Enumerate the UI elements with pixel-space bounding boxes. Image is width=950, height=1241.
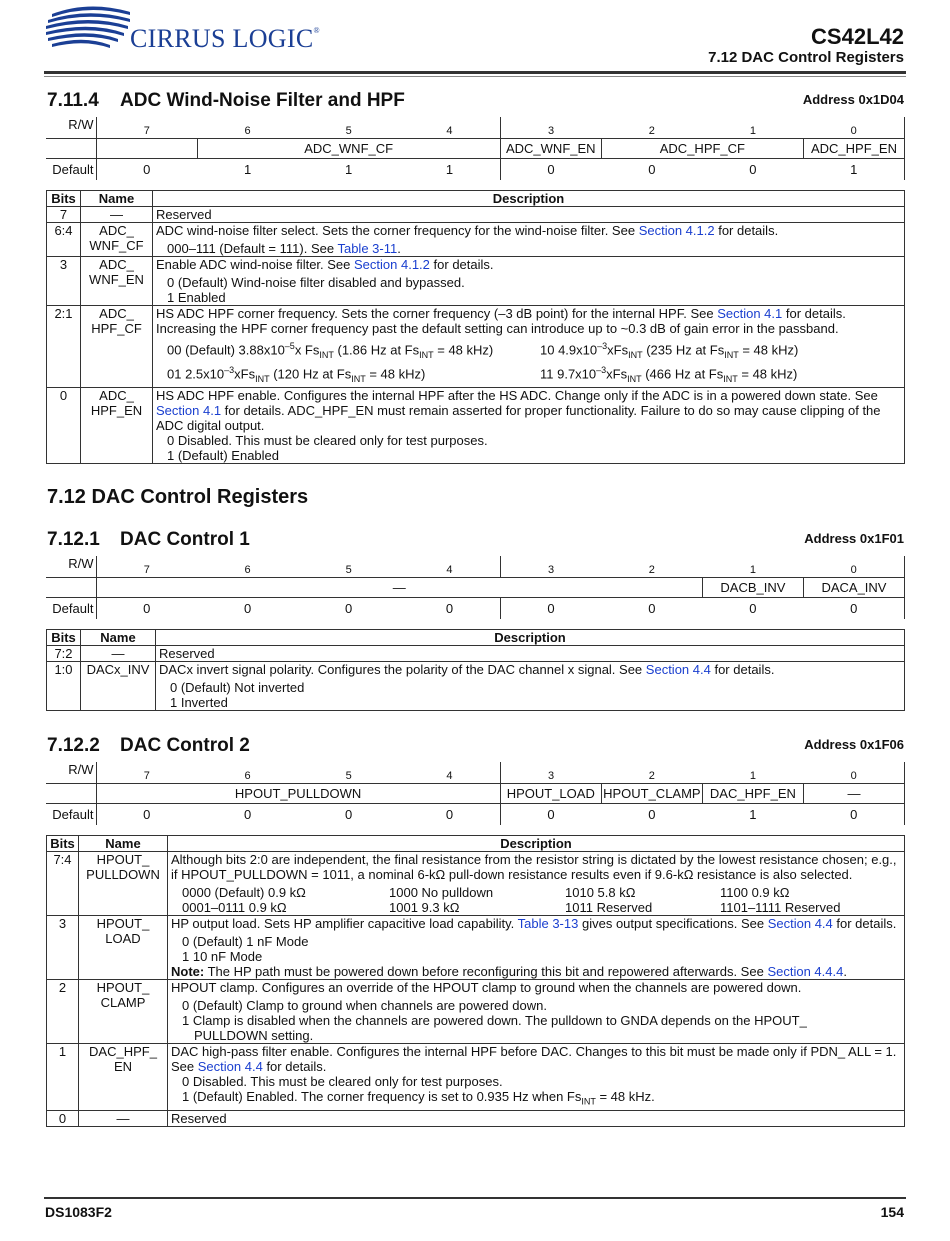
default-value: 1	[749, 807, 757, 822]
bit-number: 7	[96, 556, 197, 578]
field-cell: —	[803, 784, 904, 804]
section-link[interactable]: Section 4.4	[767, 916, 833, 931]
field-cell: DACA_INV	[803, 578, 904, 598]
section-link[interactable]: Section 4.4	[197, 1059, 263, 1074]
default-value: 0	[96, 804, 197, 826]
bit-number: 1	[749, 564, 756, 576]
default-value: 1	[345, 162, 353, 177]
bit-number: 3	[500, 762, 601, 784]
default-value: 0	[749, 601, 757, 616]
default-value: 0	[243, 807, 252, 822]
table-row: 7:2 — Reserved	[47, 646, 905, 662]
bit-number: 4	[446, 125, 453, 137]
section-link[interactable]: Section 4.1.2	[638, 223, 715, 238]
field-cell: ADC_WNF_CF	[197, 139, 500, 159]
bit-number: 5	[345, 770, 352, 782]
section-link[interactable]: Section 4.1	[717, 306, 783, 321]
bit-number: 0	[803, 556, 904, 578]
default-value: 1	[445, 162, 454, 177]
register-description-table	[46, 629, 905, 711]
register-bit-diagram	[46, 556, 905, 619]
table-row: 6:4 ADC_ WNF_CF ADC wind-noise filter select. Sets the corner frequency for the wind-noise filter. See Section 4.1.2 for details. 000–111 (Default = 111). See Table 3-11.	[47, 223, 905, 257]
table-row: 7 — Reserved	[47, 207, 905, 223]
bit-number: 4	[446, 770, 453, 782]
bit-number: 6	[244, 564, 251, 576]
default-value: 1	[243, 162, 252, 177]
document-id: DS1083F2	[45, 1204, 112, 1220]
register-description-table	[46, 835, 905, 1127]
register-bit-diagram	[46, 117, 905, 180]
column-header-name: Name	[79, 836, 168, 852]
rw-label: R/W	[68, 556, 94, 571]
logo-swirl-icon	[44, 2, 134, 54]
table-row: 0 ADC_ HPF_EN HS ADC HPF enable. Configures the internal HPF after the HS ADC. Change only if the ADC is in a powered down state. See Section 4.1 for details. ADC_HPF_EN must remain asserted for proper functionality. Failure to do so may cause clipping of the ADC digital output. 0 Disabled. This must be cleared only for test purposes. 1 (Default) Enabled	[47, 387, 905, 463]
default-value: 0	[445, 601, 454, 616]
rw-label: R/W	[68, 762, 94, 777]
default-label: Default	[52, 807, 94, 822]
default-value: 0	[500, 598, 601, 620]
table-link[interactable]: Table 3-13	[517, 916, 579, 931]
column-header-description: Description	[153, 191, 905, 207]
field-cell: HPOUT_CLAMP	[601, 784, 702, 804]
bit-number: 5	[345, 125, 352, 137]
field-cell: DAC_HPF_EN	[702, 784, 803, 804]
field-cell: —	[96, 578, 702, 598]
field-cell: ADC_WNF_EN	[500, 139, 601, 159]
bit-number: 2	[648, 125, 655, 137]
document-title: CS42L42	[811, 24, 904, 49]
column-header-bits: Bits	[47, 630, 81, 646]
bit-number: 5	[345, 564, 352, 576]
bit-number: 3	[500, 117, 601, 139]
default-value: 0	[803, 804, 904, 826]
bit-number: 6	[244, 125, 251, 137]
table-row: 3 HPOUT_ LOAD HP output load. Sets HP amplifier capacitive load capability. Table 3-13 gives output specifications. See Section 4.4 for details. 0 (Default) 1 nF Mode 1 10 nF Mode Note: The HP path must be powered down before reconfiguring this bit and repowered afterwards. See Section 4.4.4.	[47, 916, 905, 980]
default-value: 0	[500, 804, 601, 826]
register-address: Address 0x1D04	[802, 92, 904, 107]
bit-number: 6	[244, 770, 251, 782]
register-bit-diagram	[46, 762, 905, 825]
header-rule	[44, 71, 906, 74]
section-heading-7-11-4: 7.11.4 ADC Wind-Noise Filter and HPF	[47, 90, 405, 111]
table-link[interactable]: Table 3-11	[337, 241, 398, 256]
bit-number: 1	[749, 125, 756, 137]
column-header-name: Name	[81, 191, 153, 207]
default-value: 1	[803, 159, 904, 181]
cirrus-logic-logo	[44, 2, 344, 58]
section-link[interactable]: Section 4.1	[156, 402, 222, 418]
column-header-name: Name	[81, 630, 156, 646]
table-row: 1:0 DACx_INV DACx invert signal polarity. Configures the polarity of the DAC channel x signal. See Section 4.4 for details. 0 (Default) Not inverted 1 Inverted	[47, 662, 905, 711]
table-row: 3 ADC_ WNF_EN Enable ADC wind-noise filter. See Section 4.1.2 for details. 0 (Default) Wind-noise filter disabled and bypassed. 1 Enabled	[47, 257, 905, 306]
document-subtitle: 7.12 DAC Control Registers	[708, 49, 904, 66]
bit-number: 7	[96, 117, 197, 139]
default-value: 0	[648, 162, 656, 177]
page-number: 154	[880, 1204, 904, 1220]
bit-number: 4	[446, 564, 453, 576]
table-row: 2 HPOUT_ CLAMP HPOUT clamp. Configures an override of the HPOUT clamp to ground when the channels are powered down. 0 (Default) Clamp to ground when channels are powered down. 1 Clamp is disabled when the channels are powered down. The pulldown to GNDA depends on the HPOUT_ PULLDOWN setting.	[47, 980, 905, 1044]
bit-number: 0	[803, 762, 904, 784]
field-cell: ADC_HPF_CF	[601, 139, 803, 159]
column-header-description: Description	[168, 836, 905, 852]
default-value: 0	[648, 807, 656, 822]
default-value: 0	[749, 162, 757, 177]
default-value: 0	[96, 598, 197, 620]
section-link[interactable]: Section 4.4.4	[767, 964, 844, 979]
field-cell: HPOUT_PULLDOWN	[96, 784, 500, 804]
table-row: 2:1 ADC_ HPF_CF HS ADC HPF corner frequency. Sets the corner frequency (–3 dB point) for the internal HPF. See Section 4.1 for details. Increasing the HPF corner frequency past the default setting can introduce up to ~0.3 dB of gain error in the passband. 00 (Default) $3.88x10^{-5}x$ $Fs_{INT}$ (1.86 Hz at $Fs_{INT} = 48$ kHz) 10 $4.9x10^{-3}xFs_{INT}$ (235 Hz at $Fs_{INT} = 48$ kHz) 01 $2.5x10^{-3}xFs_{INT}$ (120 Hz at $Fs_{INT} = 48$ kHz) 11 $9.7x10^{-3}xFs_{INT}$ (466 Hz at $Fs_{INT} = 48$ kHz)	[47, 306, 905, 388]
field-cell	[96, 139, 197, 159]
default-value: 0	[648, 601, 656, 616]
table-row: 1 DAC_HPF_ EN DAC high-pass filter enable. Configures the internal HPF before DAC. Changes to this bit must be made only if PDN_ ALL = 1. See Section 4.4 for details. 0 Disabled. This must be cleared only for test purposes. 1 (Default) Enabled. The corner frequency is set to 0.935 Hz when $Fs_{INT} = 48$ kHz.	[47, 1044, 905, 1111]
section-heading-7-12-1: 7.12.1 DAC Control 1	[47, 529, 250, 550]
bit-number: 3	[500, 556, 601, 578]
footer-rule	[44, 1197, 906, 1199]
bit-number: 0	[803, 117, 904, 139]
rw-label: R/W	[68, 117, 94, 132]
default-value: 0	[243, 601, 252, 616]
column-header-bits: Bits	[47, 836, 79, 852]
bit-number: 2	[648, 770, 655, 782]
field-cell: ADC_HPF_EN	[803, 139, 904, 159]
default-value: 0	[345, 601, 353, 616]
bit-number: 2	[648, 564, 655, 576]
default-value: 0	[803, 598, 904, 620]
register-description-table	[46, 190, 905, 464]
section-link[interactable]: Section 4.1.2	[354, 257, 430, 272]
section-heading-7-12-2: 7.12.2 DAC Control 2	[47, 735, 250, 756]
default-value: 0	[500, 159, 601, 181]
default-value: 0	[96, 159, 197, 181]
bit-number: 1	[749, 770, 756, 782]
logo-wordmark: CIRRUS LOGIC®	[130, 24, 320, 53]
register-address: Address 0x1F06	[804, 737, 904, 752]
header-rule-thin	[44, 76, 906, 77]
field-cell: HPOUT_LOAD	[500, 784, 601, 804]
register-address: Address 0x1F01	[804, 531, 904, 546]
field-cell: DACB_INV	[702, 578, 803, 598]
column-header-description: Description	[156, 630, 905, 646]
default-label: Default	[52, 162, 94, 177]
default-value: 0	[445, 807, 454, 822]
section-link[interactable]: Section 4.4	[645, 662, 711, 677]
default-label: Default	[52, 601, 94, 616]
table-row: 7:4 HPOUT_ PULLDOWN Although bits 2:0 are independent, the final resistance from the resistor string is dictated by the lowest resistance chosen; e.g., if HPOUT_PULLDOWN = 1011, a nominal 6-kΩ pull-down resistance results even if 9.6-kΩ resistance is also selected. 0000 (Default) 0.9 kΩ 1000 No pulldown 1010 5.8 kΩ 1100 0.9 kΩ 0001–0111 0.9 kΩ 1001 9.3 kΩ 1011 Reserved 1101–1111 Reserved	[47, 852, 905, 916]
column-header-bits: Bits	[47, 191, 81, 207]
section-heading-7-12: 7.12 DAC Control Registers	[47, 486, 309, 508]
bit-number: 7	[96, 762, 197, 784]
default-value: 0	[345, 807, 353, 822]
table-row: 0 — Reserved	[47, 1110, 905, 1126]
